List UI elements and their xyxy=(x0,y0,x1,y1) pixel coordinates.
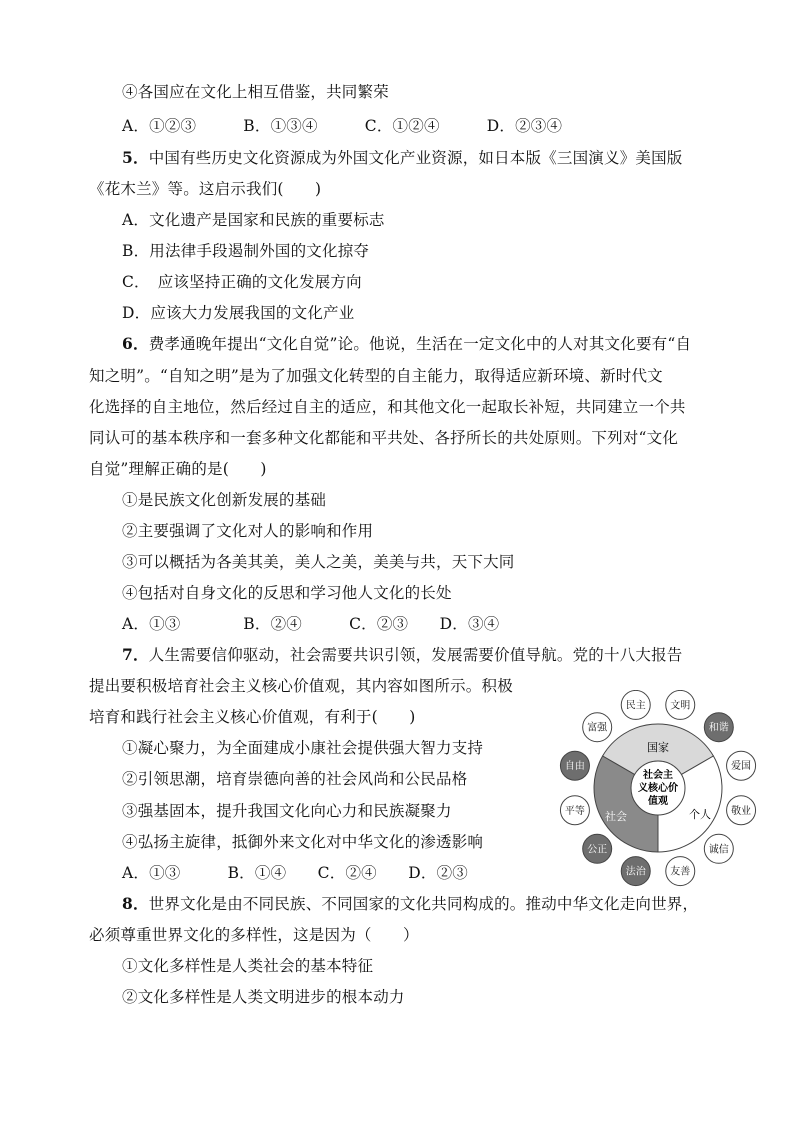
center-text-1: 社会主 xyxy=(643,770,673,781)
line-text: ④弘扬主旋律，抵御外来文化对中华文化的渗透影响 xyxy=(122,833,484,851)
sector-label-society: 社会 xyxy=(605,810,627,823)
value-node xyxy=(621,690,650,719)
value-node xyxy=(560,751,589,780)
value-node-label: 平等 xyxy=(564,805,585,817)
text-line xyxy=(89,459,267,479)
line-text: 提出要积极培育社会主义核心价值观，其内容如图所示。积极 xyxy=(89,677,513,695)
text-line xyxy=(122,738,483,758)
value-node-label: 富强 xyxy=(587,722,608,734)
line-text: A．文化遗产是国家和民族的重要标志 xyxy=(122,211,385,229)
line-text: 自觉”理解正确的是( ) xyxy=(89,460,267,478)
text-line xyxy=(122,116,562,136)
text-line xyxy=(89,366,663,386)
text-line xyxy=(122,769,467,789)
value-node xyxy=(727,796,756,825)
value-node-label: 自由 xyxy=(564,761,585,773)
line-text: 培育和践行社会主义核心价值观，有利于( ) xyxy=(89,708,416,726)
text-line xyxy=(122,987,405,1007)
text-line xyxy=(122,801,452,821)
value-node-label: 诚信 xyxy=(708,844,729,856)
line-text: ④包括对自身文化的反思和学习他人文化的长处 xyxy=(122,584,452,602)
text-line xyxy=(122,552,515,572)
text-line xyxy=(89,428,678,448)
text-line xyxy=(89,397,686,417)
line-text: ①是民族文化创新发展的基础 xyxy=(122,491,327,509)
line-text: 中国有些历史文化资源成为外国文化产业资源，如日本版《三国演义》美国版 xyxy=(148,149,683,167)
value-node xyxy=(583,713,612,742)
text-line xyxy=(122,521,373,541)
value-node xyxy=(560,796,589,825)
text-line xyxy=(122,614,499,634)
center-text-2: 义核心价 xyxy=(638,783,678,794)
text-line xyxy=(122,334,691,354)
text-line xyxy=(89,676,513,696)
line-text: 世界文化是由不同民族、不同国家的文化共同构成的。推动中华文化走向世界， xyxy=(148,895,699,913)
line-text: ②引领思潮，培育崇德向善的社会风尚和公民品格 xyxy=(122,770,468,788)
text-line xyxy=(122,645,683,665)
value-node-label: 敬业 xyxy=(731,805,752,817)
core-values-diagram xyxy=(536,690,780,894)
text-line xyxy=(122,956,373,976)
value-node xyxy=(704,834,733,863)
text-line xyxy=(89,925,419,945)
center-text-3: 值观 xyxy=(648,796,668,807)
text-line xyxy=(122,490,326,510)
line-text: ③可以概括为各美其美，美人之美，美美与共，天下大同 xyxy=(122,553,515,571)
line-text: 化选择的自主地位，然后经过自主的适应，和其他文化一起取长补短，共同建立一个共 xyxy=(89,398,686,416)
text-line xyxy=(122,241,369,261)
sector-label-country: 国家 xyxy=(647,741,669,754)
value-node-label: 文明 xyxy=(670,700,691,712)
text-line xyxy=(89,707,416,727)
question-number: 5． xyxy=(122,148,149,167)
value-node-label: 友善 xyxy=(670,866,691,878)
text-line xyxy=(122,82,389,102)
line-text: 人生需要信仰驱动，社会需要共识引领，发展需要价值导航。党的十八大报告 xyxy=(148,646,683,664)
core-values-sectors xyxy=(594,724,722,852)
line-text: ①文化多样性是人类社会的基本特征 xyxy=(122,957,374,975)
value-node-label: 公正 xyxy=(587,844,608,856)
line-text: A．①③ B．①④ C．②④ D．②③ xyxy=(122,864,468,882)
line-text: ③强基固本，提升我国文化向心力和民族凝聚力 xyxy=(122,802,452,820)
line-text: 费孝通晚年提出“文化自觉”论。他说，生活在一定文化中的人对其文化要有“自 xyxy=(148,335,692,353)
value-node-label: 法治 xyxy=(625,866,646,878)
question-number: 8． xyxy=(122,894,149,913)
line-text: 知之明”。“自知之明”是为了加强文化转型的自主能力，取得适应新环境、新时代文 xyxy=(89,367,663,385)
value-node-label: 民主 xyxy=(625,700,646,712)
line-text: 必须尊重世界文化的多样性，这是因为（ ） xyxy=(89,926,419,944)
sector-label-individual: 个人 xyxy=(689,808,711,821)
value-node xyxy=(583,834,612,863)
line-text: A．①②③ B．①③④ C．①②④ D．②③④ xyxy=(122,117,563,135)
question-number: 6． xyxy=(122,334,149,353)
value-node xyxy=(666,857,695,886)
line-text: A．①③ B．②④ C．②③ D．③④ xyxy=(122,615,500,633)
text-line xyxy=(122,832,483,852)
text-line xyxy=(122,210,385,230)
text-line xyxy=(122,863,468,883)
line-text: B．用法律手段遏制外国的文化掠夺 xyxy=(122,242,370,260)
value-node-label: 和谐 xyxy=(708,722,729,734)
text-line xyxy=(89,179,321,199)
line-text: C． 应该坚持正确的文化发展方向 xyxy=(122,273,362,291)
text-line xyxy=(122,303,354,323)
value-node-label: 爱国 xyxy=(731,761,752,773)
value-node xyxy=(666,690,695,719)
text-line xyxy=(122,583,452,603)
line-text: ④各国应在文化上相互借鉴，共同繁荣 xyxy=(122,83,389,101)
line-text: 同认可的基本秩序和一套多种文化都能和平共处、各抒所长的共处原则。下列对“文化 xyxy=(89,429,679,447)
text-line xyxy=(122,272,362,292)
text-line xyxy=(122,894,698,914)
line-text: ①凝心聚力，为全面建成小康社会提供强大智力支持 xyxy=(122,739,484,757)
value-node xyxy=(727,751,756,780)
line-text: 《花木兰》等。这启示我们( ) xyxy=(89,180,322,198)
line-text: ②主要强调了文化对人的影响和作用 xyxy=(122,522,374,540)
question-number: 7． xyxy=(122,645,149,664)
value-node xyxy=(621,857,650,886)
line-text: D．应该大力发展我国的文化产业 xyxy=(122,304,355,322)
line-text: ②文化多样性是人类文明进步的根本动力 xyxy=(122,988,405,1006)
value-node xyxy=(704,713,733,742)
text-line xyxy=(122,148,683,168)
